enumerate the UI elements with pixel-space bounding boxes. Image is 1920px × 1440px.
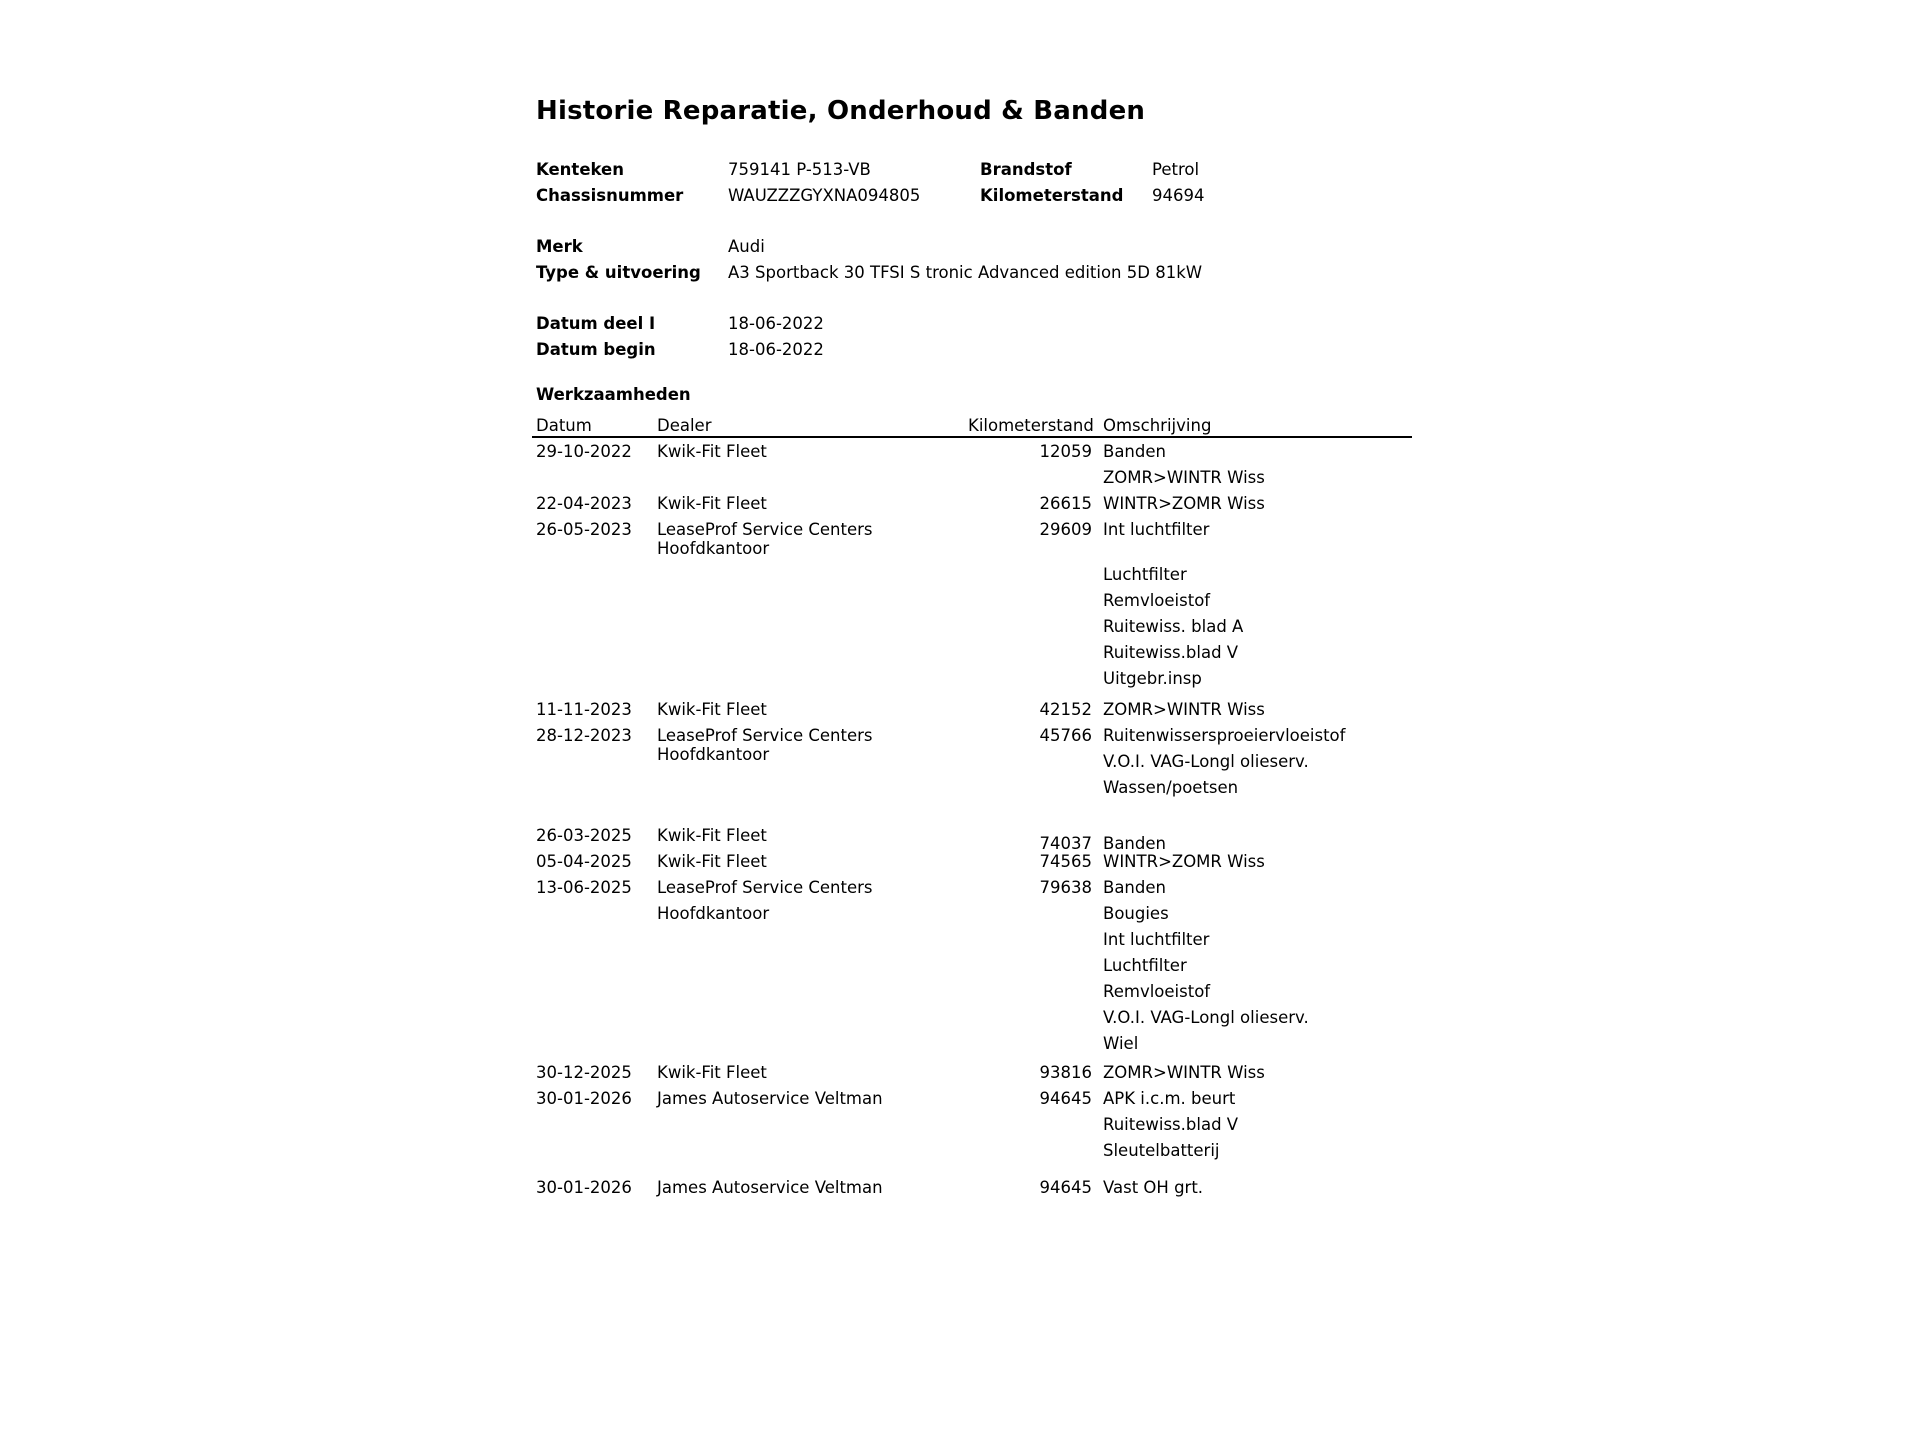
entry-kilometerstand: 42152 (1039, 700, 1092, 719)
entry-omschrijving: Int luchtfilter (1103, 930, 1210, 949)
entry-dealer: Hoofdkantoor (657, 745, 770, 764)
document-page (536, 0, 1416, 1440)
entry-omschrijving: Banden (1103, 878, 1166, 897)
column-header-datum: Datum (536, 416, 592, 435)
datum-begin-label: Datum begin (536, 340, 656, 359)
brandstof-value: Petrol (1152, 160, 1200, 179)
entry-date: 05-04-2025 (536, 852, 632, 871)
entry-date: 13-06-2025 (536, 878, 632, 897)
entry-date: 26-03-2025 (536, 826, 632, 845)
entry-dealer: Hoofdkantoor (657, 539, 770, 558)
entry-dealer: Kwik-Fit Fleet (657, 494, 767, 513)
entry-omschrijving: ZOMR>WINTR Wiss (1103, 468, 1265, 487)
type-label: Type & uitvoering (536, 263, 701, 282)
entry-omschrijving: Ruitenwissersproeiervloeistof (1103, 726, 1346, 745)
entry-dealer: Hoofdkantoor (657, 904, 770, 923)
entry-dealer: Kwik-Fit Fleet (657, 700, 767, 719)
section-title: Werkzaamheden (536, 385, 691, 404)
column-header-dealer: Dealer (657, 416, 712, 435)
entry-date: 11-11-2023 (536, 700, 632, 719)
entry-omschrijving: Wiel (1103, 1034, 1139, 1053)
entry-kilometerstand: 94645 (1039, 1178, 1092, 1197)
kilometerstand-label: Kilometerstand (980, 186, 1124, 205)
entry-kilometerstand: 79638 (1039, 878, 1092, 897)
entry-omschrijving: APK i.c.m. beurt (1103, 1089, 1236, 1108)
page-title: Historie Reparatie, Onderhoud & Banden (536, 96, 1146, 126)
entry-date: 30-12-2025 (536, 1063, 632, 1082)
entry-date: 29-10-2022 (536, 442, 632, 461)
kenteken-value: 759141 P-513-VB (728, 160, 871, 179)
column-header-kilometerstand: Kilometerstand (968, 416, 1094, 435)
merk-value: Audi (728, 237, 765, 256)
entry-dealer: James Autoservice Veltman (657, 1089, 883, 1108)
chassis-label: Chassisnummer (536, 186, 684, 205)
entry-kilometerstand: 12059 (1039, 442, 1092, 461)
entry-omschrijving: Ruitewiss.blad V (1103, 1115, 1239, 1134)
entry-date: 22-04-2023 (536, 494, 632, 513)
entry-kilometerstand: 74565 (1039, 852, 1092, 871)
entry-kilometerstand: 94645 (1039, 1089, 1092, 1108)
entry-date: 28-12-2023 (536, 726, 632, 745)
entry-kilometerstand: 93816 (1039, 1063, 1092, 1082)
entry-dealer: LeaseProf Service Centers (657, 520, 873, 539)
entry-omschrijving: Banden (1103, 834, 1166, 853)
entry-kilometerstand: 26615 (1039, 494, 1092, 513)
entry-omschrijving: WINTR>ZOMR Wiss (1103, 494, 1265, 513)
merk-label: Merk (536, 237, 583, 256)
entry-omschrijving: Ruitewiss. blad A (1103, 617, 1244, 636)
entry-omschrijving: V.O.I. VAG-Longl olieserv. (1103, 752, 1309, 771)
entry-omschrijving: Luchtfilter (1103, 956, 1187, 975)
entry-omschrijving: Sleutelbatterij (1103, 1141, 1220, 1160)
entry-dealer: Kwik-Fit Fleet (657, 826, 767, 845)
header-divider (532, 436, 1412, 438)
type-value: A3 Sportback 30 TFSI S tronic Advanced edition 5D 81kW (728, 263, 1203, 282)
chassis-value: WAUZZZGYXNA094805 (728, 186, 921, 205)
entry-date: 30-01-2026 (536, 1178, 632, 1197)
entry-omschrijving: Ruitewiss.blad V (1103, 643, 1239, 662)
entry-dealer: Kwik-Fit Fleet (657, 852, 767, 871)
kilometerstand-value: 94694 (1152, 186, 1205, 205)
brandstof-label: Brandstof (980, 160, 1072, 179)
entry-dealer: LeaseProf Service Centers (657, 878, 873, 897)
kenteken-label: Kenteken (536, 160, 624, 179)
entry-omschrijving: Luchtfilter (1103, 565, 1187, 584)
entry-omschrijving: Banden (1103, 442, 1166, 461)
entry-date: 26-05-2023 (536, 520, 632, 539)
column-header-omschrijving: Omschrijving (1103, 416, 1212, 435)
entry-omschrijving: Bougies (1103, 904, 1169, 923)
datum-begin-value: 18-06-2022 (728, 340, 824, 359)
entry-omschrijving: Wassen/poetsen (1103, 778, 1239, 797)
entry-dealer: Kwik-Fit Fleet (657, 442, 767, 461)
entry-omschrijving: Remvloeistof (1103, 982, 1211, 1001)
entry-omschrijving: Uitgebr.insp (1103, 669, 1202, 688)
entry-dealer: LeaseProf Service Centers (657, 726, 873, 745)
entry-omschrijving: ZOMR>WINTR Wiss (1103, 1063, 1265, 1082)
entry-omschrijving: WINTR>ZOMR Wiss (1103, 852, 1265, 871)
datum-deel-label: Datum deel I (536, 314, 656, 333)
entry-kilometerstand: 45766 (1039, 726, 1092, 745)
entry-omschrijving: ZOMR>WINTR Wiss (1103, 700, 1265, 719)
entry-dealer: James Autoservice Veltman (657, 1178, 883, 1197)
entry-omschrijving: Remvloeistof (1103, 591, 1211, 610)
entry-kilometerstand: 74037 (1039, 834, 1092, 853)
entry-dealer: Kwik-Fit Fleet (657, 1063, 767, 1082)
entry-kilometerstand: 29609 (1039, 520, 1092, 539)
entry-omschrijving: Vast OH grt. (1103, 1178, 1204, 1197)
entry-omschrijving: Int luchtfilter (1103, 520, 1210, 539)
entry-omschrijving: V.O.I. VAG-Longl olieserv. (1103, 1008, 1309, 1027)
entry-date: 30-01-2026 (536, 1089, 632, 1108)
datum-deel-value: 18-06-2022 (728, 314, 824, 333)
